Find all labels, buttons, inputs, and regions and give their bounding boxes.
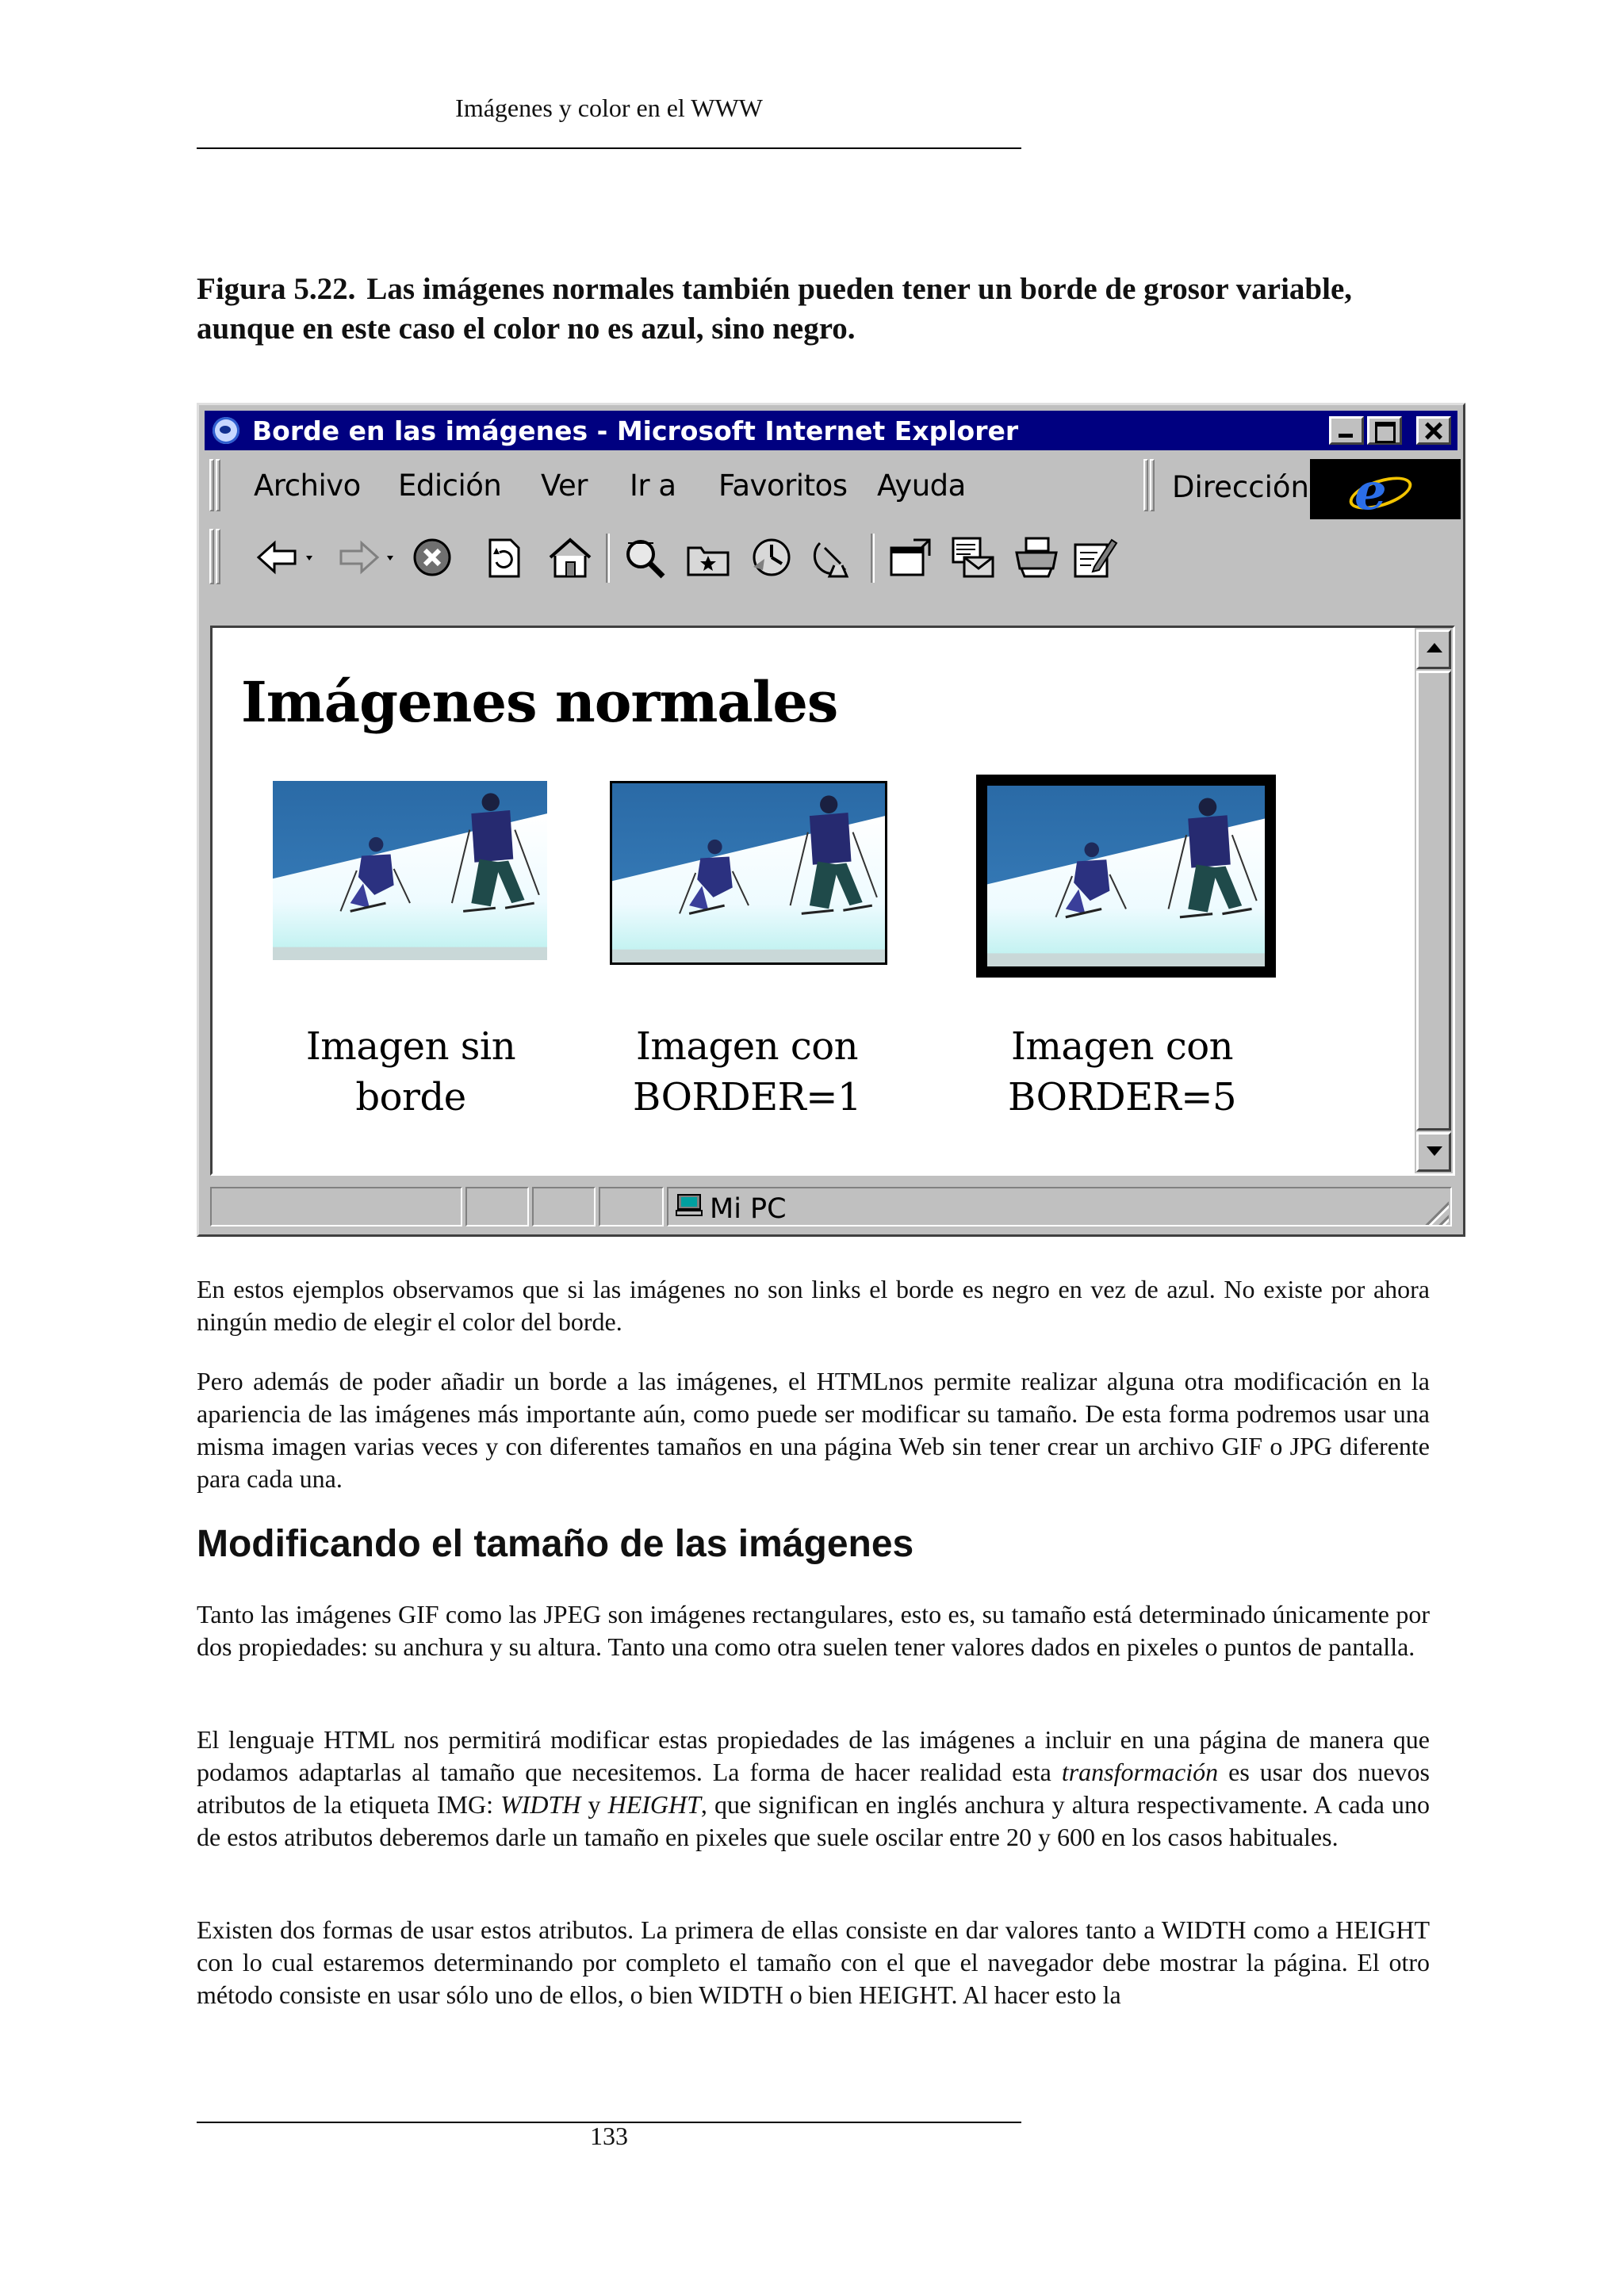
address-label[interactable]: Dirección	[1172, 470, 1309, 504]
back-icon[interactable]	[252, 535, 324, 580]
paragraph-3: Tanto las imágenes GIF como las JPEG son imágenes rectangulares, esto es, su tamaño está determinado únicamente por dos propiedades: su anchura y su altura. Tanto una como otra suelen tener valores dados en pixeles o puntos de pantalla.	[197, 1600, 1430, 1661]
paragraph-4	[197, 1724, 1430, 1854]
page-number: 133	[590, 2122, 628, 2150]
menu-edicion[interactable]: Edición	[398, 469, 502, 503]
p4-em-transformacion: transformación	[1061, 1758, 1219, 1786]
status-pane-2	[465, 1187, 529, 1226]
history-icon[interactable]	[747, 535, 796, 580]
zone-label: Mi PC	[710, 1193, 787, 1225]
skier-image-no-border	[273, 781, 547, 960]
p4-text-c: y	[580, 1790, 608, 1819]
image-caption-border-1: Imagen con BORDER=1	[632, 1024, 862, 1119]
running-head: Imágenes y color en el WWW	[455, 94, 763, 122]
paragraph-1: En estos ejemplos observamos que si las imágenes no son links el borde es negro en vez de azul. No existe por ahora ningún medio de elegir el color del borde.	[197, 1275, 1430, 1336]
menubar-grip-2[interactable]	[216, 459, 220, 511]
minimize-button[interactable]	[1329, 416, 1364, 445]
fullscreen-icon[interactable]	[885, 535, 934, 580]
status-pane-3	[532, 1187, 596, 1226]
refresh-icon[interactable]	[479, 535, 528, 580]
menu-ir-a[interactable]: Ir a	[630, 469, 676, 503]
menu-ver[interactable]: Ver	[541, 469, 588, 503]
status-bar	[210, 1182, 1452, 1230]
window-title: Borde en las imágenes - Microsoft Internet Explorer	[252, 415, 1019, 446]
page-viewport	[210, 626, 1455, 1176]
favorites-icon[interactable]	[684, 535, 733, 580]
home-icon[interactable]	[546, 535, 595, 580]
edit-icon[interactable]	[1071, 535, 1120, 580]
status-pane-main	[210, 1187, 462, 1226]
ie-app-icon	[213, 417, 239, 444]
image-caption-border-5: Imagen con BORDER=5	[1007, 1024, 1237, 1119]
address-grip[interactable]	[1143, 459, 1148, 511]
vertical-scrollbar[interactable]	[1415, 628, 1453, 1173]
figure-label: Figura 5.22.	[197, 272, 356, 306]
toolbar-grip[interactable]	[209, 529, 214, 584]
figure-caption-text: Las imágenes normales también pueden tener un borde de grosor variable, aunque en este caso el color no es azul, sino negro.	[197, 272, 1353, 346]
close-button[interactable]	[1416, 416, 1451, 445]
scroll-down-button[interactable]	[1416, 1132, 1451, 1172]
page-heading: Imágenes normales	[241, 669, 838, 735]
status-pane-4	[599, 1187, 664, 1226]
forward-icon[interactable]	[331, 535, 403, 580]
p4-em-height: HEIGHT	[607, 1790, 701, 1819]
toolbar	[205, 524, 1457, 587]
skier-image-border-5	[976, 775, 1276, 978]
maximize-button[interactable]	[1367, 416, 1402, 445]
title-bar[interactable]	[205, 411, 1457, 450]
channels-icon[interactable]	[810, 535, 860, 580]
print-icon[interactable]	[1012, 535, 1061, 580]
browser-window	[197, 403, 1465, 1237]
menubar-grip[interactable]	[209, 459, 214, 511]
menu-favoritos[interactable]: Favoritos	[718, 469, 848, 503]
p4-text-d: , que significan en inglés anchura y altura respectivamente. A cada uno de estos atributos deberemos darle un tamaño en pixeles que suele oscilar entre 20 y 600 en los casos habituales.	[197, 1790, 1431, 1851]
stop-icon[interactable]	[408, 535, 457, 580]
section-heading: Modificando el tamaño de las imágenes	[197, 1523, 914, 1565]
toolbar-separator	[606, 534, 610, 583]
menu-archivo[interactable]: Archivo	[254, 469, 361, 503]
address-grip-2[interactable]	[1150, 459, 1155, 511]
scroll-up-button[interactable]	[1416, 629, 1451, 669]
computer-icon	[675, 1193, 703, 1217]
image-caption-no-border: Imagen sin borde	[305, 1024, 516, 1119]
skier-image-border-1	[610, 781, 887, 965]
toolbar-separator-2	[871, 534, 875, 583]
header-rule	[197, 147, 1021, 149]
figure-caption	[197, 270, 1430, 349]
scroll-thumb[interactable]	[1416, 671, 1451, 1131]
paragraph-5: Existen dos formas de usar estos atributos. La primera de ellas consiste en dar valores tanto a WIDTH como a HEIGHT con lo cual estaremos determinando por completo el tamaño con el que el navegador debe mostrar la página. El otro método consiste en usar sólo uno de ellos, o bien WIDTH o bien HEIGHT. Al hacer esto la	[197, 1915, 1430, 2009]
p4-text-b: es usar dos nuevos atributos de la etiqueta IMG:	[197, 1758, 1431, 1819]
menu-ayuda[interactable]: Ayuda	[877, 469, 966, 503]
p4-em-width: WIDTH	[500, 1790, 581, 1819]
search-icon[interactable]	[620, 535, 669, 580]
menu-bar	[205, 454, 1457, 522]
p4-text-a: El lenguaje HTML nos permitirá modificar estas propiedades de las imágenes a incluir en una página de manera que podamos adaptarlas al tamaño que necesitemos. La forma de hacer realidad esta	[197, 1725, 1430, 1786]
paragraph-2: Pero además de poder añadir un borde a las imágenes, el HTMLnos permite realizar alguna otra modificación en la apariencia de las imágenes más importante aún, como puede ser modificar su tamaño. De esta forma podremos usar una misma imagen varias veces y con diferentes tamaños en una página Web sin tener crear un archivo GIF o JPG diferente para cada una.	[197, 1367, 1430, 1493]
ie-throbber-logo: e	[1310, 459, 1461, 519]
toolbar-grip-2[interactable]	[216, 529, 220, 584]
mail-icon[interactable]	[948, 535, 998, 580]
